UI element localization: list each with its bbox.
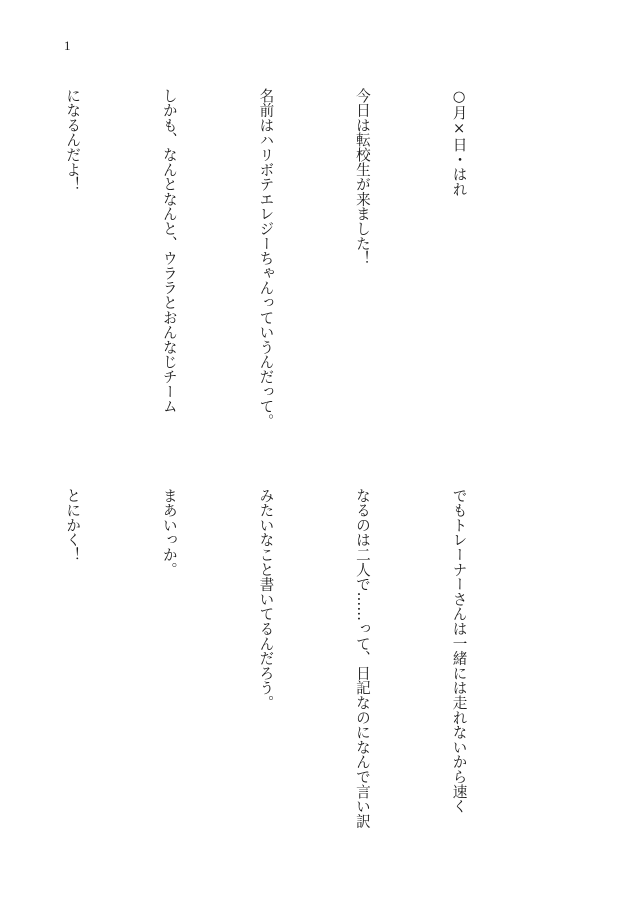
text-line: しかも、なんとなんと、ウララとおんなじチーム: [160, 88, 178, 414]
text-line: なるのは二人で……って、日記なのになんで言い訳: [353, 488, 371, 829]
text-line: 名前はハリボテエレジーちゃんっていうんだって。: [257, 88, 275, 429]
text-line: でもトレーナーさんは一緒には走れないから速く: [450, 488, 468, 814]
text-line: ○月×日・はれ: [450, 88, 468, 197]
text-line: になるんだよ！: [64, 88, 82, 192]
text-line: まあいっか。: [160, 488, 178, 577]
diary-text-bottom-block: [0, 488, 539, 838]
text-line: 今日は転校生が来ました！: [353, 88, 371, 266]
page-number: 1: [64, 38, 71, 53]
text-line: とにかく！: [64, 488, 82, 562]
diary-text-top-block: [0, 88, 539, 438]
text-line: みたいなこと書いてるんだろう。: [257, 488, 275, 710]
